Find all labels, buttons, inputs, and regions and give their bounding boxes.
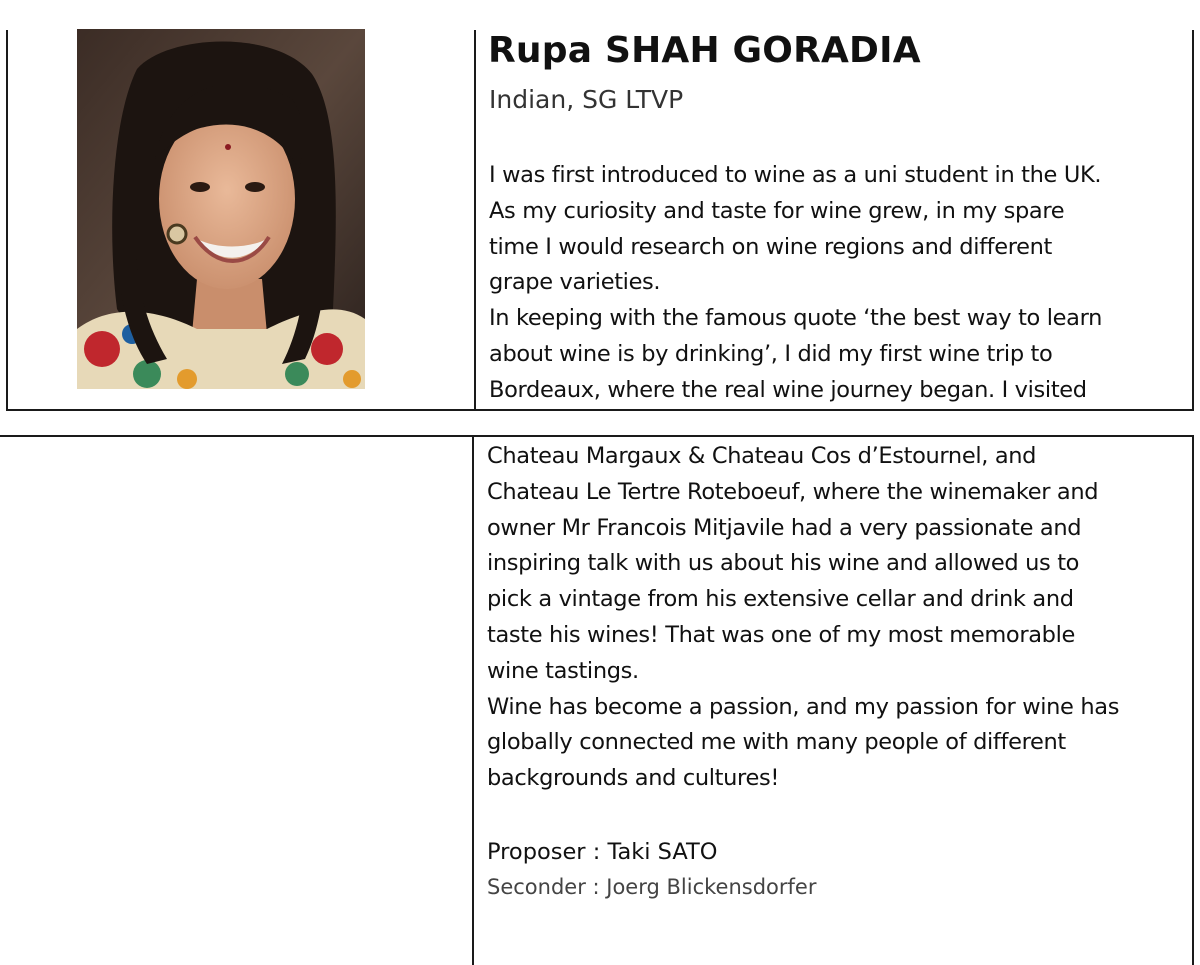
bio-line: Wine has become a passion, and my passion for wine has xyxy=(487,693,1120,720)
top-card-right-border xyxy=(1192,30,1194,411)
bio-line: inspiring talk with us about his wine and allowed us to xyxy=(487,550,1080,577)
top-card-left-border xyxy=(6,30,8,411)
bio-line: Chateau Margaux & Chateau Cos d’Estournel, and xyxy=(487,443,1037,469)
bio-line: about wine is by drinking’, I did my first wine trip to xyxy=(489,340,1053,367)
member-nationality-status: Indian, SG LTVP xyxy=(489,85,684,114)
bio-line: backgrounds and cultures! xyxy=(487,765,779,792)
bio-line: taste his wines! That was one of my most memorable xyxy=(487,621,1076,648)
member-name: Rupa SHAH GORADIA xyxy=(488,30,921,71)
bio-line: Bordeaux, where the real wine journey began. I visited xyxy=(489,376,1087,403)
bio-line: I was first introduced to wine as a uni student in the UK. xyxy=(489,162,1102,188)
bio-line: wine tastings. xyxy=(487,657,639,684)
bio-line: In keeping with the famous quote ‘the best way to learn xyxy=(489,305,1103,332)
bio-paragraph-top xyxy=(489,158,1102,409)
bottom-card-divider xyxy=(472,435,474,965)
bottom-card-right-border xyxy=(1192,435,1194,965)
member-portrait-photo xyxy=(77,29,365,389)
bio-paragraph-bottom xyxy=(487,439,1119,797)
bio-line: grape varieties. xyxy=(489,269,661,296)
top-card-bottom-border xyxy=(6,409,1194,411)
top-card-divider xyxy=(474,30,476,411)
bio-line: Chateau Le Tertre Roteboeuf, where the winemaker and xyxy=(487,478,1099,505)
bottom-card-top-border xyxy=(0,435,1194,437)
bio-line: pick a vintage from his extensive cellar and drink and xyxy=(487,586,1074,613)
bio-line: owner Mr Francois Mitjavile had a very passionate and xyxy=(487,514,1082,541)
seconder-line: Seconder : Joerg Blickensdorfer xyxy=(487,875,817,899)
bio-line: time I would research on wine regions and different xyxy=(489,233,1053,260)
bio-line: globally connected me with many people of different xyxy=(487,729,1066,756)
proposer-line: Proposer : Taki SATO xyxy=(487,839,718,865)
bio-line: As my curiosity and taste for wine grew, in my spare xyxy=(489,197,1065,224)
